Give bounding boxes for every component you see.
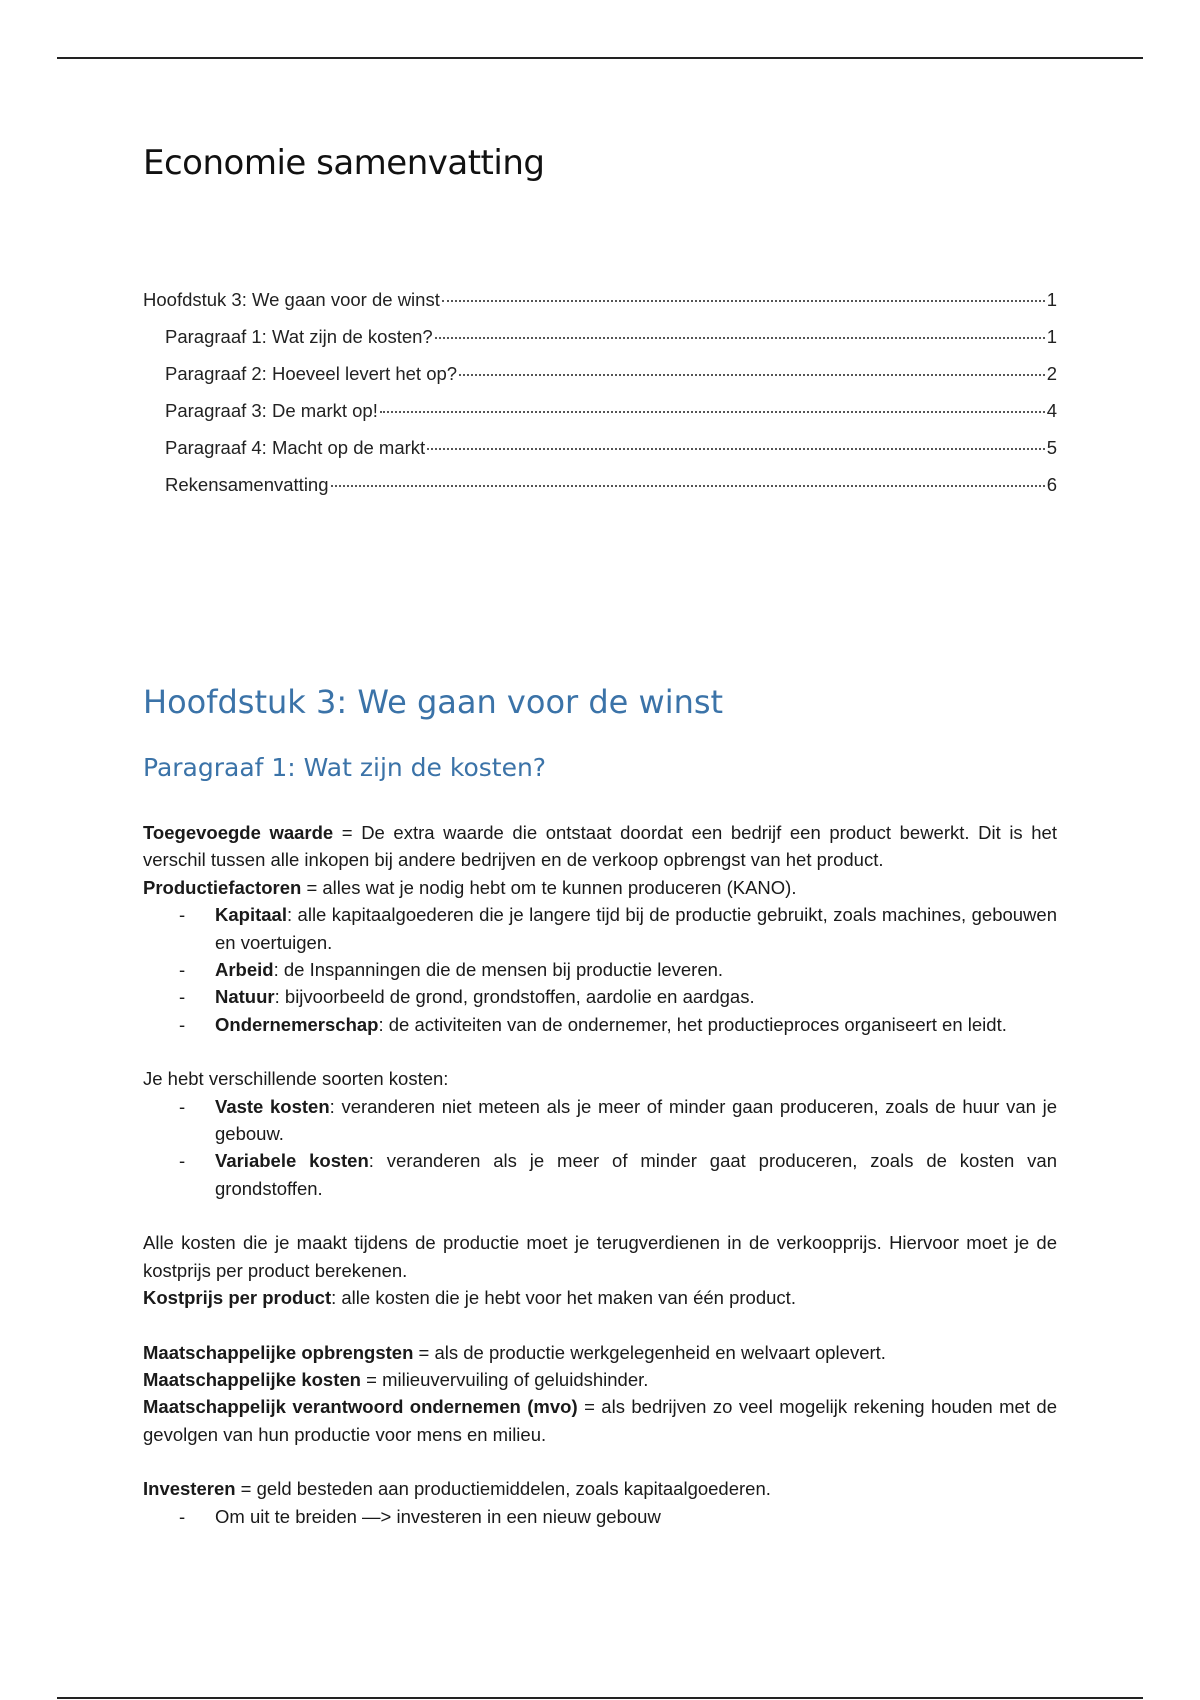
spacer <box>143 1202 1057 1229</box>
term: Maatschappelijk verantwoord ondernemen (mvo) <box>143 1396 578 1418</box>
definition: = geld besteden aan productiemiddelen, zoals kapitaalgoederen. <box>235 1478 771 1500</box>
list-item <box>215 1011 1057 1038</box>
toc-leader <box>331 485 1045 487</box>
paragraph-kostprijs <box>143 1284 1057 1311</box>
section-body <box>143 819 1057 1530</box>
list-item <box>215 956 1057 983</box>
toc-page-number: 1 <box>1046 289 1057 310</box>
paragraph-kosten-intro: Je hebt verschillende soorten kosten: <box>143 1068 449 1090</box>
toc-entry-paragraaf-3[interactable] <box>143 400 1057 437</box>
definition: : de Inspanningen die de mensen bij productie leveren. <box>273 959 724 981</box>
kosten-list <box>143 1093 1057 1203</box>
list-item <box>215 901 1057 956</box>
toc-leader <box>380 411 1045 413</box>
paragraph-maatschappelijke-opbrengsten <box>143 1339 1057 1366</box>
toc-page-number: 5 <box>1046 437 1057 458</box>
paragraph-toegevoegde-waarde <box>143 819 1057 874</box>
spacer <box>143 1312 1057 1339</box>
term: Natuur <box>215 986 275 1008</box>
definition: : bijvoorbeeld de grond, grondstoffen, aardolie en aardgas. <box>274 986 755 1008</box>
term: Variabele kosten <box>215 1150 369 1172</box>
definition: = als bedrijven zo veel mogelijk rekening houden met de gevolgen van hun productie voor mens en milieu. <box>143 1396 1057 1445</box>
term: Investeren <box>143 1478 236 1500</box>
definition: : veranderen niet meteen als je meer of minder gaan produceren, zoals de huur van je gebouw. <box>215 1095 1057 1145</box>
table-of-contents <box>143 289 1057 511</box>
definition: : alle kapitaalgoederen die je langere tijd bij de productie gebruikt, zoals machines, gebouwen en voertuigen. <box>215 904 1057 953</box>
toc-label: Rekensamenvatting <box>165 474 329 495</box>
toc-entry-rekensamenvatting[interactable] <box>143 474 1057 511</box>
header-rule <box>57 57 1143 59</box>
definition: : alle kosten die je hebt voor het maken van één product. <box>331 1287 796 1309</box>
paragraph-investeren <box>143 1475 1057 1502</box>
list-item <box>215 1093 1057 1148</box>
toc-entry-paragraaf-2[interactable] <box>143 363 1057 400</box>
paragraph-verkoopprijs: Alle kosten die je maakt tijdens de productie moet je terugverdienen in de verkoopprijs. Hiervoor moet je de kostprijs per product berekenen. <box>143 1232 1057 1281</box>
paragraph-maatschappelijke-kosten <box>143 1366 1057 1393</box>
definition: : de activiteiten van de ondernemer, het productieproces organiseert en leidt. <box>378 1013 1007 1035</box>
toc-entry-paragraaf-4[interactable] <box>143 437 1057 474</box>
definition: = als de productie werkgelegenheid en welvaart oplevert. <box>413 1341 886 1363</box>
term: Kostprijs per product <box>143 1287 332 1309</box>
toc-leader <box>435 337 1045 339</box>
definition: : veranderen als je meer of minder gaat produceren, zoals de kosten van grondstoffen. <box>215 1150 1057 1199</box>
list-item: - Om uit te breiden —> investeren in een nieuw gebouw <box>215 1503 1057 1530</box>
term: Productiefactoren <box>143 876 302 898</box>
paragraph-productiefactoren <box>143 874 1057 901</box>
toc-label: Paragraaf 3: De markt op! <box>165 400 378 421</box>
toc-leader <box>459 374 1045 376</box>
term: Maatschappelijke opbrengsten <box>143 1341 414 1363</box>
toc-label: Paragraaf 4: Macht op de markt <box>165 437 426 458</box>
toc-leader <box>427 448 1045 450</box>
term: Kapitaal <box>215 904 287 926</box>
list-item <box>215 983 1057 1010</box>
paragraph-mvo <box>143 1393 1057 1448</box>
toc-page-number: 1 <box>1046 326 1057 347</box>
footer-rule <box>57 1697 1143 1699</box>
spacer <box>143 1448 1057 1475</box>
toc-entry-paragraaf-1[interactable] <box>143 326 1057 363</box>
document-title: Economie samenvatting <box>143 143 545 183</box>
toc-page-number: 2 <box>1046 363 1057 384</box>
toc-page-number: 4 <box>1046 400 1057 421</box>
toc-page-number: 6 <box>1046 474 1057 495</box>
term: Ondernemerschap <box>215 1013 379 1035</box>
chapter-heading: Hoofdstuk 3: We gaan voor de winst <box>143 683 724 721</box>
factors-list <box>143 901 1057 1038</box>
term: Maatschappelijke kosten <box>143 1368 361 1390</box>
toc-label: Hoofdstuk 3: We gaan voor de winst <box>143 289 440 310</box>
section-heading: Paragraaf 1: Wat zijn de kosten? <box>143 753 547 782</box>
definition: = alles wat je nodig hebt om te kunnen produceren (KANO). <box>301 876 797 898</box>
toc-leader <box>442 300 1045 302</box>
toc-entry-hoofdstuk-3[interactable] <box>143 289 1057 326</box>
term: Toegevoegde waarde <box>143 822 334 843</box>
list-item <box>215 1147 1057 1202</box>
toc-label: Paragraaf 1: Wat zijn de kosten? <box>165 326 433 347</box>
definition: = De extra waarde die ontstaat doordat een bedrijf een product bewerkt. Dit is het verschil tussen alle inkopen bij andere bedrijven en de verkoop opbrengst van het product. <box>143 822 1057 871</box>
investeren-list <box>143 1503 1057 1530</box>
definition: = milieuvervuiling of geluidshinder. <box>360 1368 649 1390</box>
term: Arbeid <box>215 959 274 981</box>
spacer <box>143 1038 1057 1065</box>
term: Vaste kosten <box>215 1095 330 1117</box>
toc-label: Paragraaf 2: Hoeveel levert het op? <box>165 363 458 384</box>
